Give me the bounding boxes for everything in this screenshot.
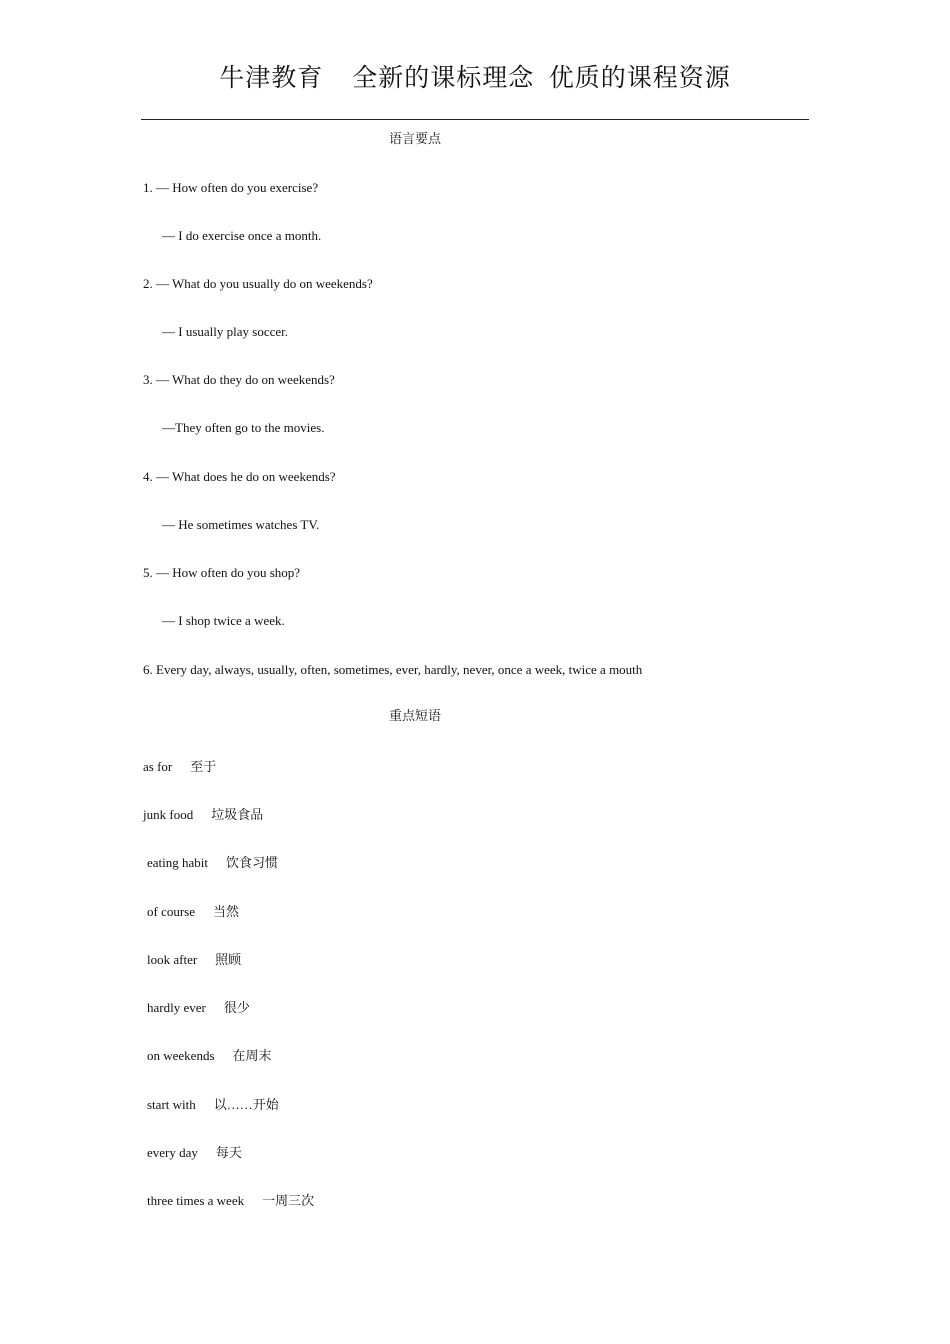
- phrase-item: [147, 1045, 272, 1064]
- phrase-english: on weekends: [147, 1048, 215, 1063]
- language-point-line: 5. — How often do you shop?: [143, 565, 301, 580]
- phrase-item: [143, 804, 263, 823]
- phrase-item: [143, 756, 216, 775]
- phrase-chinese: 很少: [223, 1000, 250, 1015]
- phrase-english: look after: [147, 952, 198, 967]
- phrase-english: every day: [147, 1145, 198, 1160]
- phrase-item: [147, 901, 239, 920]
- language-point-line: 6. Every day, always, usually, often, sometimes, ever, hardly, never, once a week, twice a mouth: [143, 662, 643, 677]
- language-point-line: 1. — How often do you exercise?: [143, 180, 319, 195]
- language-point-line: 3. — What do they do on weekends?: [143, 372, 335, 387]
- section-heading-language-points: 语言要点: [389, 131, 442, 146]
- phrase-item: [147, 1190, 314, 1209]
- phrase-item: [147, 949, 241, 968]
- phrase-item: [147, 852, 278, 871]
- language-point-line: 2. — What do you usually do on weekends?: [143, 276, 373, 291]
- page-header-title: [0, 58, 950, 94]
- language-point-line: — I do exercise once a month.: [162, 228, 322, 243]
- phrase-english: as for: [143, 759, 173, 774]
- language-point-line: — He sometimes watches TV.: [162, 517, 320, 532]
- phrase-chinese: 垃圾食品: [211, 807, 264, 822]
- header-gap: [323, 65, 352, 92]
- phrase-item: [147, 1142, 242, 1161]
- language-point-line: —They often go to the movies.: [162, 420, 325, 435]
- phrase-item: [147, 997, 250, 1016]
- phrase-chinese: 每天: [215, 1145, 242, 1160]
- phrase-chinese: 当然: [213, 904, 240, 919]
- header-brand: 牛津教育: [219, 65, 324, 92]
- phrase-chinese: 照顾: [215, 952, 242, 967]
- language-point-line: — I usually play soccer.: [162, 324, 288, 339]
- phrase-item: [147, 1094, 279, 1113]
- phrase-chinese: 以……开始: [213, 1097, 279, 1112]
- phrase-english: three times a week: [147, 1193, 245, 1208]
- phrase-english: of course: [147, 904, 196, 919]
- language-point-line: — I shop twice a week.: [162, 613, 285, 628]
- header-slogan: 全新的课标理念 优质的课程资源: [352, 65, 731, 92]
- phrase-chinese: 至于: [190, 759, 217, 774]
- phrase-english: hardly ever: [147, 1000, 206, 1015]
- phrase-chinese: 一周三次: [262, 1193, 315, 1208]
- language-point-line: 4. — What does he do on weekends?: [143, 469, 336, 484]
- phrase-english: start with: [147, 1097, 196, 1112]
- phrase-chinese: 饮食习惯: [226, 855, 279, 870]
- section-heading-key-phrases: 重点短语: [389, 708, 442, 723]
- phrase-english: junk food: [143, 807, 194, 822]
- header-divider: [141, 119, 809, 120]
- phrase-chinese: 在周末: [232, 1048, 272, 1063]
- phrase-english: eating habit: [147, 855, 209, 870]
